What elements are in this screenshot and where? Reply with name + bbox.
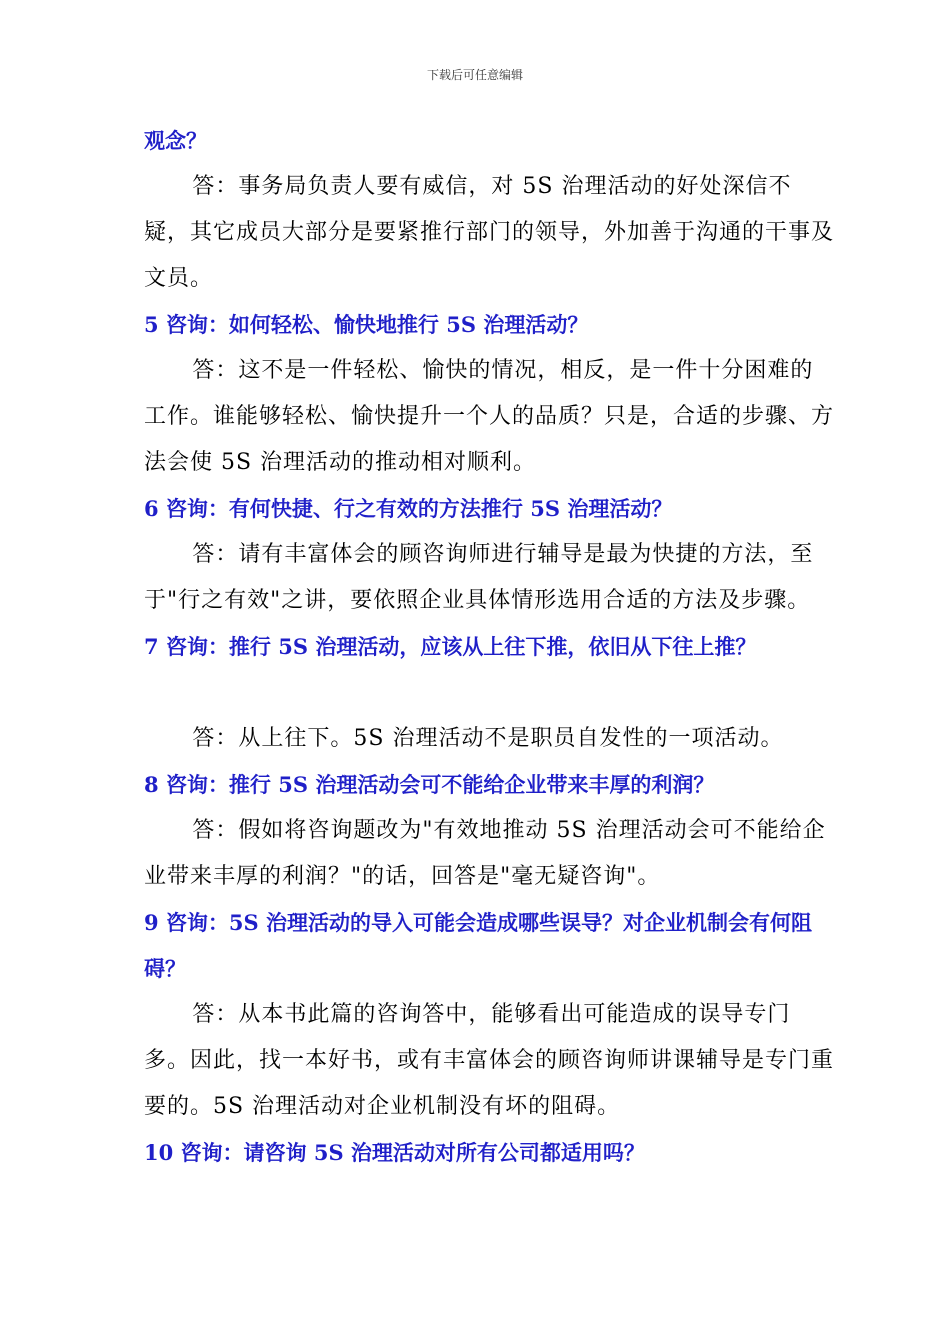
answer-paragraph: 答：假如将咨询题改为"有效地推动 5S 治理活动会可不能给企业带来丰厚的利润？"的话，回答是"毫无疑咨询"。 <box>144 818 826 889</box>
answer-paragraph: 答：事务局负责人要有威信，对 5S 治理活动的好处深信不疑，其它成员大部分是要紧推行部门的领导，外加善于沟通的干事及文员。 <box>144 174 835 291</box>
answer-paragraph: 答：请有丰富体会的顾咨询师进行辅导是最为快捷的方法，至于"行之有效"之讲，要依照企业具体情形选用合适的方法及步骤。 <box>144 542 814 613</box>
question-heading: 7 咨询：推行 5S 治理活动，应该从上往下推，依旧从下往上推？ <box>144 634 757 659</box>
question-heading: 5 咨询：如何轻松、愉快地推行 5S 治理活动？ <box>144 312 589 337</box>
answer-paragraph: 答：从上往下。5S 治理活动不是职员自发性的一项活动。 <box>192 726 784 751</box>
question-heading: 观念？ <box>144 128 207 153</box>
question-heading: 6 咨询：有何快捷、行之有效的方法推行 5S 治理活动？ <box>144 496 673 521</box>
question-heading: 8 咨询：推行 5S 治理活动会可不能给企业带来丰厚的利润？ <box>144 772 715 797</box>
document-body <box>144 118 834 1176</box>
blank-line <box>144 670 834 716</box>
question-heading: 10 咨询：请咨询 5S 治理活动对所有公司都适用吗？ <box>144 1140 645 1165</box>
answer-paragraph: 答：从本书此篇的咨询答中，能够看出可能造成的误导专门多。因此，找一本好书，或有丰富体会的顾咨询师讲课辅导是专门重要的。5S 治理活动对企业机制没有坏的阻碍。 <box>144 1002 835 1119</box>
answer-paragraph: 答：这不是一件轻松、愉快的情况，相反，是一件十分困难的工作。谁能够轻松、愉快提升一个人的品质？只是，合适的步骤、方法会使 5S 治理活动的推动相对顺利。 <box>144 358 835 475</box>
question-heading: 9 咨询：5S 治理活动的导入可能会造成哪些误导？对企业机制会有何阻碍？ <box>144 910 813 981</box>
page-header: 下载后可任意编辑 <box>426 68 523 82</box>
